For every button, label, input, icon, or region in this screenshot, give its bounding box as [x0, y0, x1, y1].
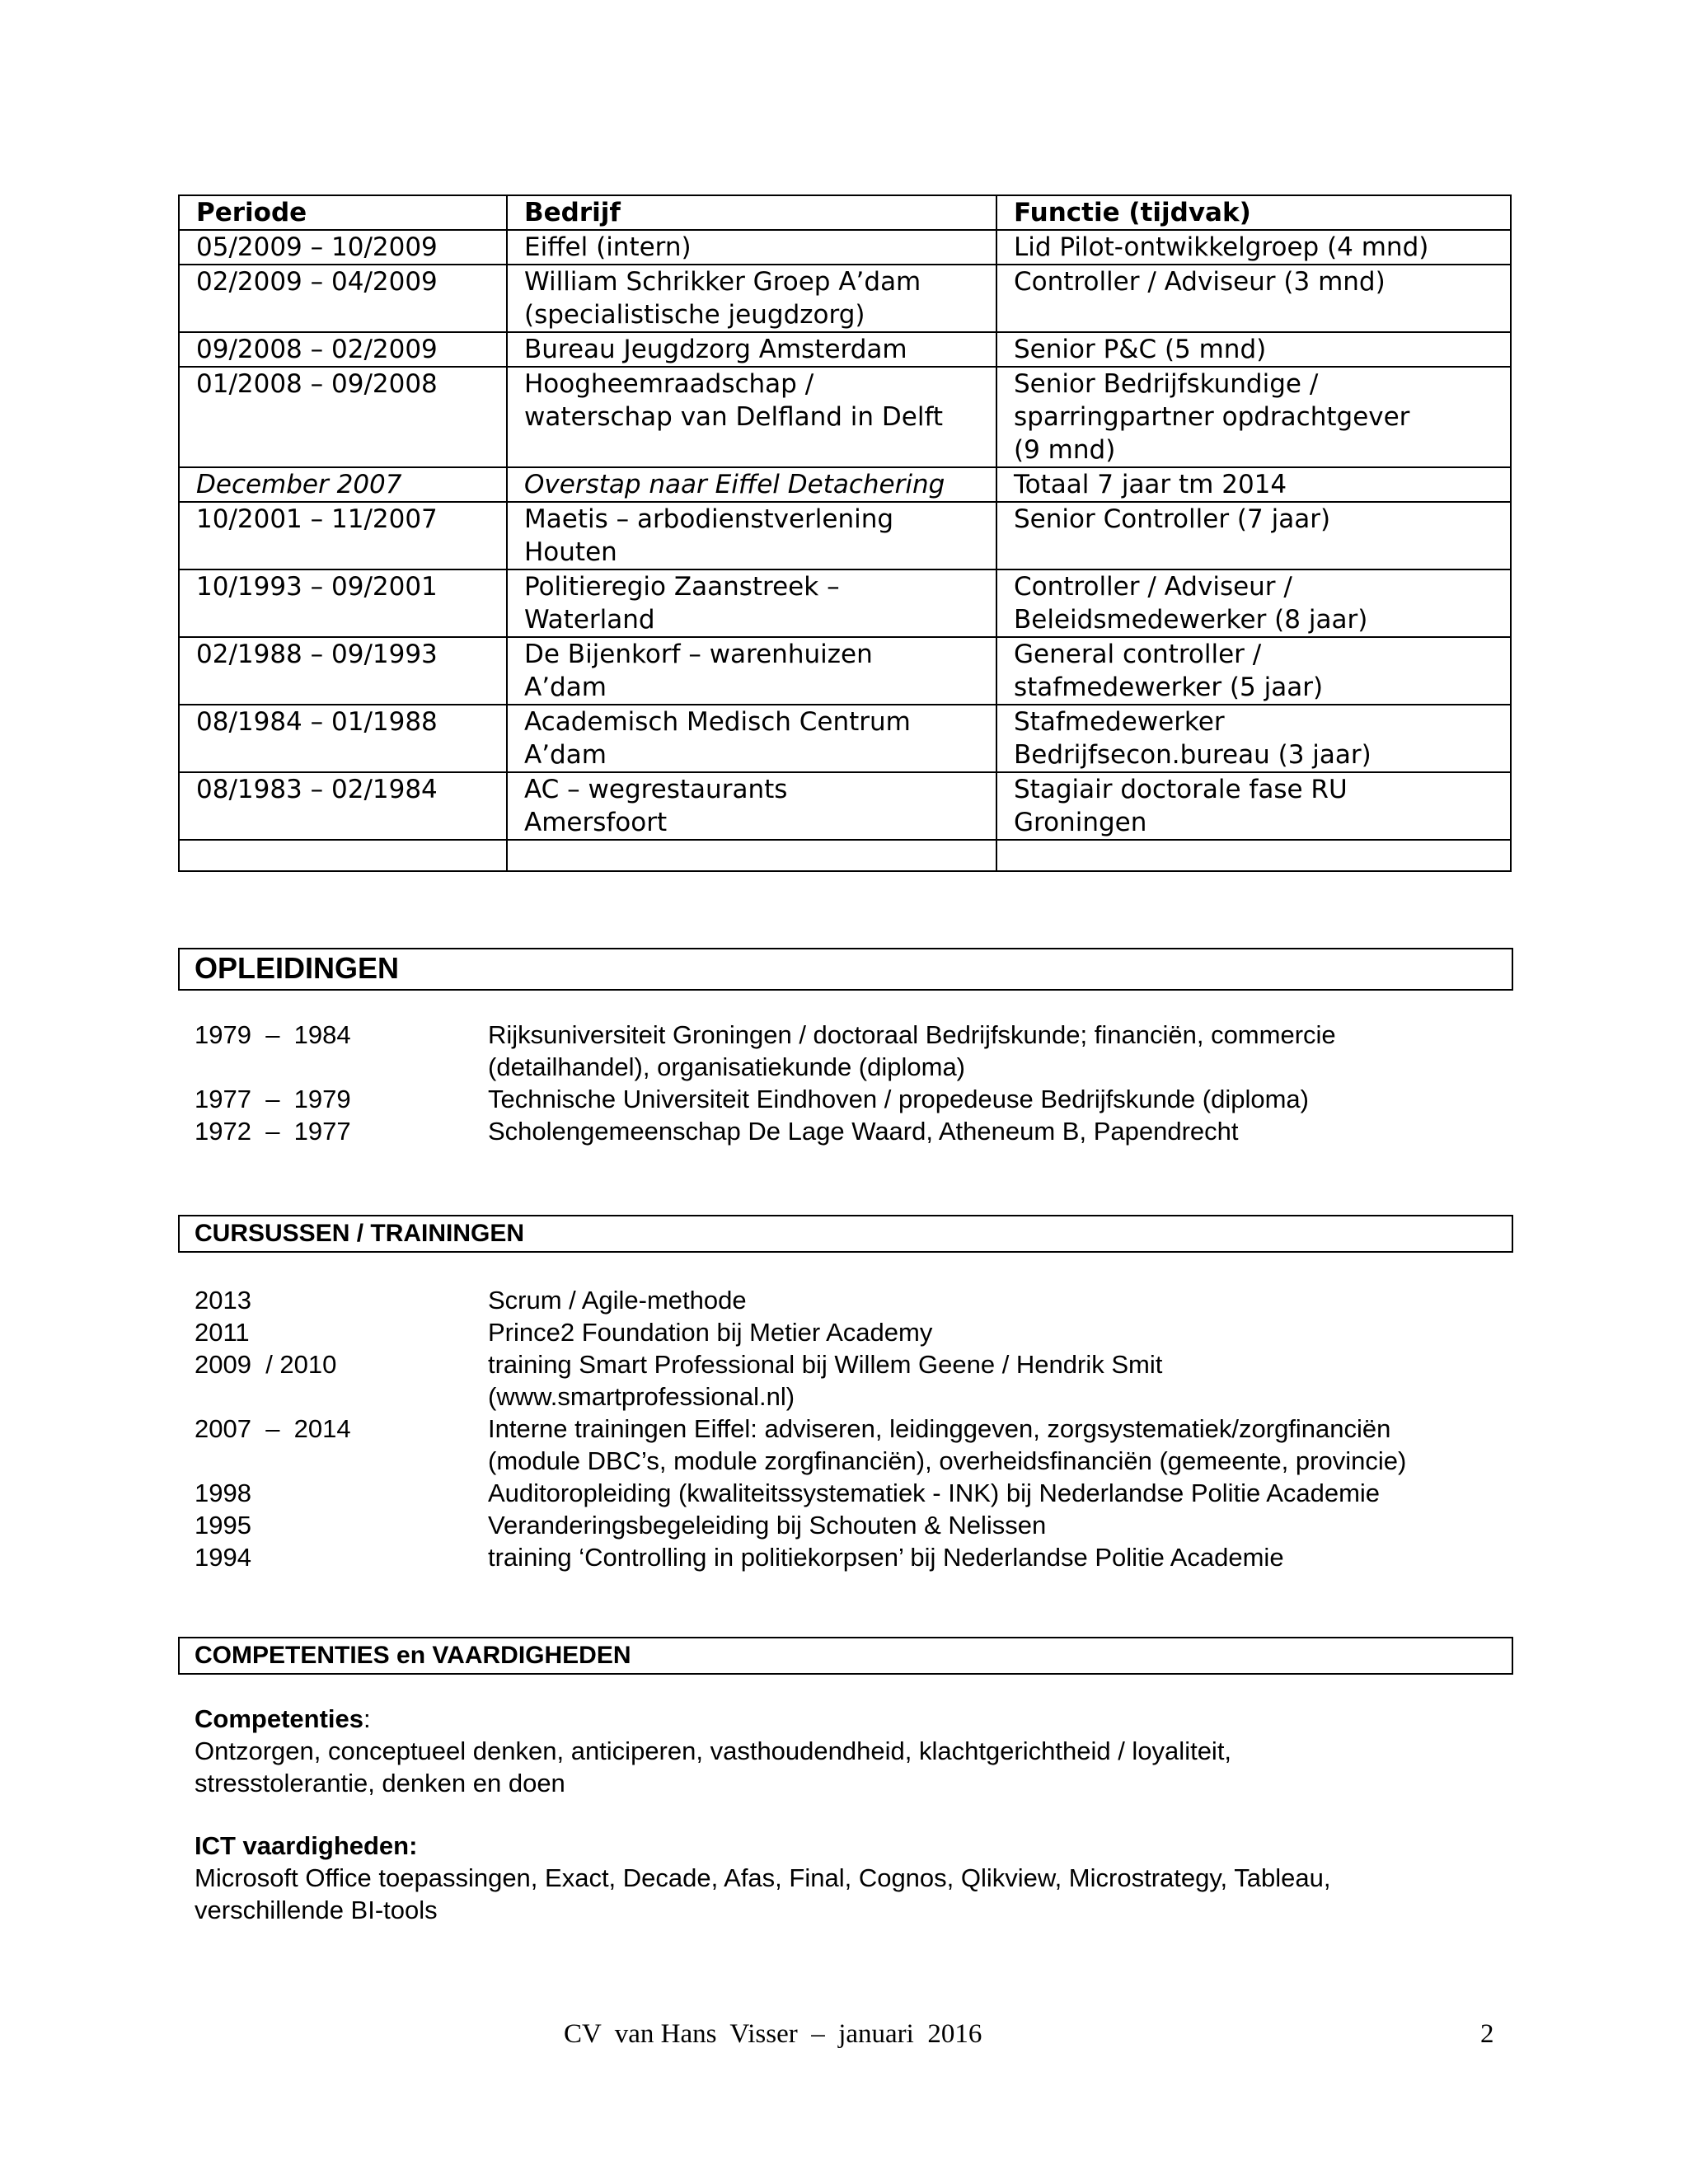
item-date: 2007 – 2014: [195, 1414, 351, 1443]
section-opleidingen-header: OPLEIDINGEN: [178, 948, 1513, 991]
ict-text: Microsoft Office toepassingen, Exact, Decade, Afas, Final, Cognos, Qlikview, Microstrategy, Tableau, verschillende BI-tools: [195, 1863, 1331, 1924]
cell-company: Bureau Jeugdzorg Amsterdam: [507, 332, 996, 367]
header-functie: Functie (tijdvak): [996, 195, 1511, 230]
cell-company: Eiffel (intern): [507, 230, 996, 265]
item-text: training ‘Controlling in politiekorpsen’ bij Nederlandse Politie Academie: [488, 1543, 1284, 1572]
list-item: [195, 1541, 1513, 1573]
table-row: [179, 569, 1511, 637]
table-row-empty: [179, 840, 1511, 871]
cell-empty: [179, 840, 507, 871]
cursussen-list: [195, 1284, 1513, 1573]
cell-role: Lid Pilot-ontwikkelgroep (4 mnd): [996, 230, 1511, 265]
cell-company: Hoogheemraadschap / waterschap van Delfland in Delft: [507, 367, 996, 467]
cell-period: 02/2009 – 04/2009: [179, 265, 507, 332]
table-row: [179, 367, 1511, 467]
table-row: [179, 332, 1511, 367]
competenties-block: [195, 1703, 1513, 1799]
table-header-row: [179, 195, 1511, 230]
list-item: [195, 1019, 1513, 1083]
item-date: 1979 – 1984: [195, 1020, 351, 1049]
competenties-text: Ontzorgen, conceptueel denken, anticiperen, vasthoudendheid, klachtgerichtheid / loyaliteit, stresstolerantie, denken en doen: [195, 1736, 1232, 1797]
cell-company: AC – wegrestaurants Amersfoort: [507, 772, 996, 840]
item-text: training Smart Professional bij Willem Geene / Hendrik Smit (www.smartprofessional.nl): [488, 1350, 1163, 1411]
cell-period: 01/2008 – 09/2008: [179, 367, 507, 467]
list-item: [195, 1284, 1513, 1316]
cell-company: De Bijenkorf – warenhuizen A’dam: [507, 637, 996, 705]
competenties-colon: :: [363, 1704, 371, 1733]
list-item: [195, 1115, 1513, 1147]
cell-period: 10/1993 – 09/2001: [179, 569, 507, 637]
header-periode: Periode: [179, 195, 507, 230]
item-date: 1998: [195, 1479, 251, 1507]
work-history-table: [178, 194, 1512, 872]
table-row: [179, 265, 1511, 332]
footer-text: CV van Hans Visser – januari 2016: [564, 2019, 982, 2049]
cell-period: 05/2009 – 10/2009: [179, 230, 507, 265]
cell-role: Totaal 7 jaar tm 2014: [996, 467, 1511, 502]
item-text: Technische Universiteit Eindhoven / propedeuse Bedrijfskunde (diploma): [488, 1085, 1309, 1113]
cell-period: 02/1988 – 09/1993: [179, 637, 507, 705]
cell-company: Politieregio Zaanstreek – Waterland: [507, 569, 996, 637]
list-item: [195, 1477, 1513, 1509]
table-row: [179, 467, 1511, 502]
table-row: [179, 705, 1511, 772]
item-date: 1995: [195, 1511, 251, 1540]
cell-role: Controller / Adviseur / Beleidsmedewerker (8 jaar): [996, 569, 1511, 637]
cell-role: Stafmedewerker Bedrijfsecon.bureau (3 jaar): [996, 705, 1511, 772]
ict-label: ICT vaardigheden:: [195, 1831, 418, 1860]
list-item: [195, 1316, 1513, 1348]
section-competenties-header: COMPETENTIES en VAARDIGHEDEN: [178, 1637, 1513, 1675]
cell-period: 09/2008 – 02/2009: [179, 332, 507, 367]
item-text: Rijksuniversiteit Groningen / doctoraal Bedrijfskunde; financiën, commercie (detailhandel), organisatiekunde (diploma): [488, 1020, 1336, 1081]
list-item: [195, 1509, 1513, 1541]
list-item: [195, 1083, 1513, 1115]
item-text: Prince2 Foundation bij Metier Academy: [488, 1318, 933, 1347]
item-date: 1972 – 1977: [195, 1117, 351, 1146]
item-text: Veranderingsbegeleiding bij Schouten & Nelissen: [488, 1511, 1047, 1540]
cell-period: 08/1984 – 01/1988: [179, 705, 507, 772]
header-bedrijf: Bedrijf: [507, 195, 996, 230]
work-history-body: [179, 230, 1511, 871]
cell-company: Maetis – arbodienstverlening Houten: [507, 502, 996, 569]
table-row: [179, 772, 1511, 840]
item-date: 2009 / 2010: [195, 1350, 337, 1379]
cell-empty: [996, 840, 1511, 871]
cell-company: William Schrikker Groep A’dam (specialistische jeugdzorg): [507, 265, 996, 332]
list-item: [195, 1348, 1513, 1413]
cell-period: 10/2001 – 11/2007: [179, 502, 507, 569]
cell-role: Senior Controller (7 jaar): [996, 502, 1511, 569]
table-row: [179, 230, 1511, 265]
list-item: [195, 1413, 1513, 1477]
section-cursussen-header: CURSUSSEN / TRAININGEN: [178, 1215, 1513, 1253]
page-number: 2: [1480, 2019, 1494, 2049]
cell-period: 08/1983 – 02/1984: [179, 772, 507, 840]
item-text: Scholengemeenschap De Lage Waard, Atheneum B, Papendrecht: [488, 1117, 1239, 1146]
cell-role: Controller / Adviseur (3 mnd): [996, 265, 1511, 332]
cell-role: Stagiair doctorale fase RU Groningen: [996, 772, 1511, 840]
table-row: [179, 637, 1511, 705]
cell-role: Senior P&C (5 mnd): [996, 332, 1511, 367]
item-text: Scrum / Agile-methode: [488, 1286, 747, 1315]
cell-empty: [507, 840, 996, 871]
cell-role: Senior Bedrijfskundige / sparringpartner opdrachtgever (9 mnd): [996, 367, 1511, 467]
cell-role: General controller / stafmedewerker (5 jaar): [996, 637, 1511, 705]
ict-block: [195, 1830, 1513, 1926]
cell-period: December 2007: [179, 467, 507, 502]
item-date: 2013: [195, 1286, 251, 1315]
competenties-label: Competenties: [195, 1704, 363, 1733]
item-text: Auditoropleiding (kwaliteitssystematiek - INK) bij Nederlandse Politie Academie: [488, 1479, 1381, 1507]
table-row: [179, 502, 1511, 569]
item-date: 2011: [195, 1318, 250, 1347]
item-date: 1977 – 1979: [195, 1085, 351, 1113]
item-text: Interne trainingen Eiffel: adviseren, leidinggeven, zorgsystematiek/zorgfinanciën (module DBC’s, module zorgfinanciën), overheidsfinanciën (gemeente, provincie): [488, 1414, 1407, 1475]
opleidingen-list: [195, 1019, 1513, 1147]
cell-company: Academisch Medisch Centrum A’dam: [507, 705, 996, 772]
item-date: 1994: [195, 1543, 251, 1572]
cell-company: Overstap naar Eiffel Detachering: [507, 467, 996, 502]
